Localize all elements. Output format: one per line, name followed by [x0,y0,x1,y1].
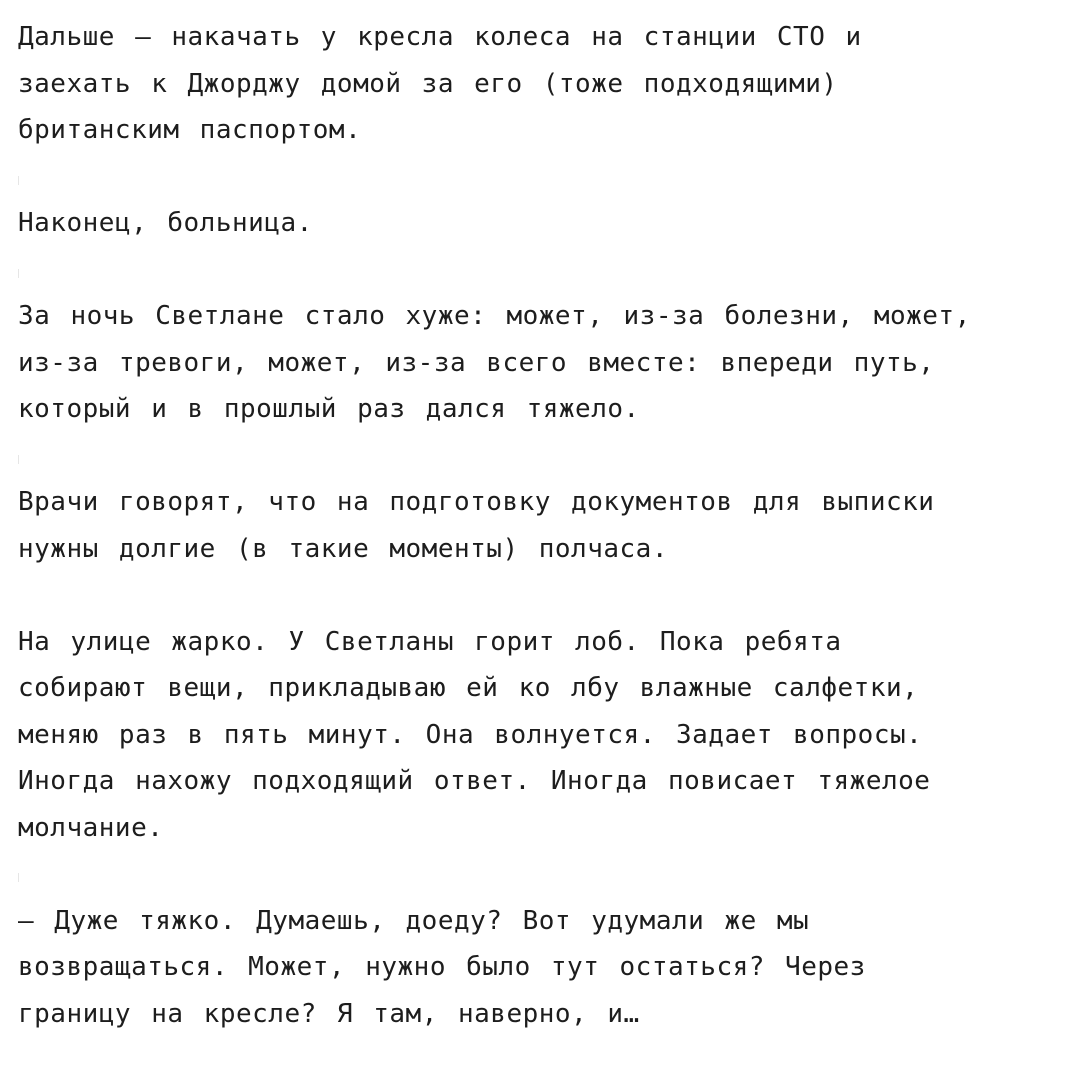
text-line: меняю раз в пять минут. Она волнуется. Задает вопросы. [18,719,923,750]
text-line: заехать к Джорджу домой за его (тоже подходящими) [18,68,838,99]
paragraph [18,293,1068,433]
text-line: молчание. [18,812,164,843]
text-line: который и в прошлый раз дался тяжело. [18,394,640,424]
paragraph [18,619,1068,852]
text-line: Иногда нахожу подходящий ответ. Иногда повисает тяжелое [18,766,931,796]
text-cursor-mark [18,176,19,185]
paragraph-gap [18,851,1068,898]
text-line: Дальше — накачать у кресла колеса на станции СТО и [18,22,862,52]
paragraph-gap [18,572,1068,619]
text-line: британским паспортом. [18,115,362,145]
text-line: возвращаться. Может, нужно было тут остаться? Через [18,952,866,982]
text-line: Наконец, больница. [18,208,313,238]
paragraph [18,479,1068,572]
paragraph [18,200,1068,247]
text-document [18,14,1068,1037]
text-line: из-за тревоги, может, из-за всего вместе: впереди путь, [18,347,935,378]
text-line: Врачи говорят, что на подготовку документов для выписки [18,487,935,517]
paragraph [18,898,1068,1038]
text-cursor-mark [18,269,19,278]
paragraph [18,14,1068,154]
paragraph-gap [18,154,1068,201]
text-line: собирают вещи, прикладываю ей ко лбу влажные салфетки, [18,673,919,703]
text-line: нужны долгие (в такие моменты) полчаса. [18,533,668,564]
text-line: границу на кресле? Я там, наверно, и… [18,998,640,1029]
paragraph-gap [18,433,1068,480]
text-line: На улице жарко. У Светланы горит лоб. Пока ребята [18,626,842,657]
paragraph-gap [18,247,1068,294]
text-cursor-mark [18,873,19,882]
text-cursor-mark [18,455,19,464]
text-line: — Дуже тяжко. Думаешь, доеду? Вот удумали же мы [18,905,810,936]
text-line: За ночь Светлане стало хуже: может, из-за болезни, может, [18,301,971,331]
